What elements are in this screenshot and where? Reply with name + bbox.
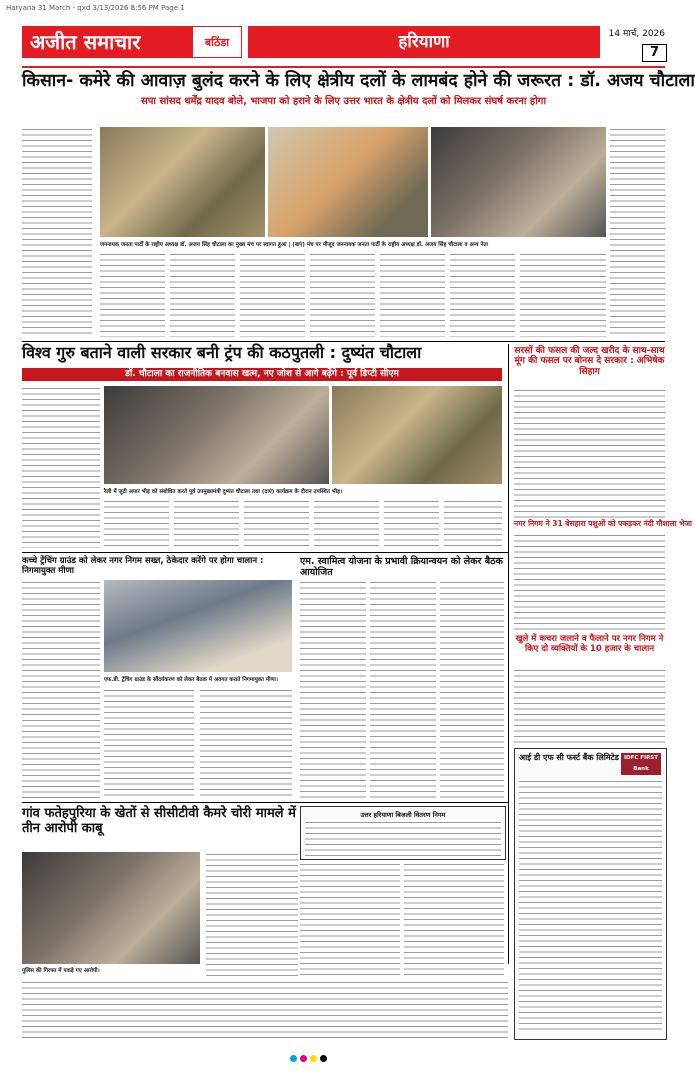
story5-column-2: [300, 862, 400, 976]
page-slug: Haryana 31 March - qxd 3/13/2026 8:56 PM Page 1: [6, 4, 185, 12]
story4-column-1: [300, 580, 366, 798]
small-ad: [300, 806, 506, 860]
story1-column-8: [520, 252, 606, 337]
story5-column-1: [206, 852, 298, 976]
magenta-dot: [300, 1055, 307, 1062]
small-ad-title: उत्तर हरियाणा बिजली वितरण निगम: [360, 811, 446, 819]
story2-subhead: डॉ. चौटाला का राजनीतिक बनवास खत्म, नए जोश से आगे बढ़ेंगे : पूर्व डिप्टी सीएम: [22, 368, 502, 381]
story2-photo-crowd: [332, 386, 502, 484]
story5-caption: पुलिस की गिरफ्त में पकड़े गए आरोपी।: [22, 968, 100, 974]
edition-date: 14 मार्च, 2026: [608, 29, 665, 39]
story1-column-2: [100, 252, 165, 337]
story1-column-3: [170, 252, 235, 337]
story1-column-6: [380, 252, 445, 337]
story3-column-4: [22, 718, 100, 798]
story1-column-7: [450, 252, 515, 337]
side-story2-headline: नगर निगम ने 31 बेसहारा पशुओं को पकड़कर नंदी गौशाला भेजा: [514, 519, 692, 528]
black-dot: [320, 1055, 327, 1062]
story2-caption: रैली में जुटी अपार भीड़ को संबोधित करते पूर्व उपमुख्यमंत्री दुष्यंत चौटाला तथा (दाएं) कार्यक्रम के दौरान उपस्थित भीड़।: [104, 489, 343, 495]
story1-column-4: [240, 252, 305, 337]
page-number: 7: [642, 44, 667, 62]
story3-caption: एफ.डी. ट्रेंचिंग ग्राउंड के सौंदर्यकरण को लेकर बैठक में अवगत कराते निगमायुक्त मीणा।: [104, 677, 278, 683]
story1-headline: किसान- कमेरे की आवाज़ बुलंद करने के लिए क्षेत्रीय दलों के लामबंद होने की जरूरत : डॉ. अजय चौटाला: [22, 71, 695, 91]
divider: [22, 341, 665, 342]
side-story3-body: [514, 668, 665, 746]
story2-column-3: [174, 499, 239, 548]
yellow-dot: [310, 1055, 317, 1062]
side-story2-body: [514, 533, 665, 633]
story4-column-2: [370, 580, 436, 798]
story5-body-bottom: [22, 980, 508, 1040]
story3-headline: कच्चे ट्रेंचिंग ग्राउंड को लेकर नगर निगम सख्त, ठेकेदार करेंगे पर होगा चालान : निगमायुक्त मीणा: [22, 556, 264, 576]
masthead: [22, 26, 665, 66]
bank-ad: [514, 748, 667, 1040]
story4-headline: एम. स्वामित्व योजना के प्रभावी क्रियान्वयन को लेकर बैठक आयोजित: [300, 556, 503, 578]
story1-caption: जननायक जनता पार्टी के राष्ट्रीय अध्यक्ष डॉ. अजय सिंह चौटाला का मुख्य मंच पर स्वागत हुआ | (बाएं) मंच पर मौजूद जननायक जनता पार्टी के राष्ट्रीय अध्यक्ष डॉ. अजय सिंह चौटाला व अन्य नेता: [100, 242, 488, 248]
story1-photo-crowd: [431, 127, 606, 237]
story2-column-1: [22, 386, 100, 548]
paper-name: अजीत समाचार: [22, 26, 192, 58]
story1-column-5: [310, 252, 375, 337]
section-title: हरियाणा: [248, 26, 600, 58]
bank-ad-body: [519, 779, 662, 1031]
story1-subhead: सपा सांसद धर्मेंद्र यादव बोले, भाजपा को हराने के लिए उत्तर भारत के क्षेत्रीय दलों को मिलकर संघर्ष करना होगा: [140, 96, 547, 107]
column-divider: [508, 344, 509, 964]
side-story1-body: [514, 388, 665, 518]
story1-column-1: [22, 127, 92, 337]
story3-column-1: [22, 580, 100, 715]
story2-column-2: [104, 499, 169, 548]
story5-headline: गांव फतेहपुरिया के खेतों से सीसीटीवी कैमरे चोरी मामले में तीन आरोपी काबू: [22, 806, 296, 836]
masthead-rule: [22, 66, 665, 68]
story2-column-6: [384, 499, 439, 548]
story2-column-4: [244, 499, 309, 548]
bank-logo: IDFC FIRST Bank: [621, 753, 661, 775]
story5-column-3: [404, 862, 504, 976]
side-story3-headline: खुले में कचरा जलाने व फैलाने पर नगर निगम ने किए दो व्यक्तियों के 10 हजार के चालान: [515, 634, 664, 654]
story1-column-right: [610, 127, 665, 337]
story1-photo-leaders: [268, 127, 428, 237]
story2-photo-speech: [104, 386, 329, 484]
color-registration-marks: [290, 1055, 400, 1063]
story3-column-3: [200, 688, 292, 798]
story3-column-2: [104, 688, 194, 798]
story2-column-7: [444, 499, 502, 548]
cyan-dot: [290, 1055, 297, 1062]
side-story1-headline: सरसों की फसल की जल्द खरीद के साथ-साथ मूंग की फसल पर बोनस दे सरकार : अभिषेक सिहाग: [514, 346, 665, 377]
story2-column-5: [314, 499, 379, 548]
edition-city: बठिंडा: [192, 26, 242, 58]
story4-column-3: [440, 580, 504, 798]
story3-photo-meeting: [104, 580, 292, 672]
divider: [22, 552, 508, 553]
small-ad-body: [305, 820, 501, 856]
bank-ad-title: आई डी एफ सी फर्स्ट बैंक लिमिटेड: [519, 753, 619, 762]
divider: [22, 802, 508, 803]
story2-headline: विश्व गुरु बताने वाली सरकार बनी ट्रंप की कठपुतली : दुष्यंत चौटाला: [22, 343, 422, 362]
story1-photo-stage: [100, 127, 265, 237]
story5-photo-accused: [22, 852, 200, 964]
